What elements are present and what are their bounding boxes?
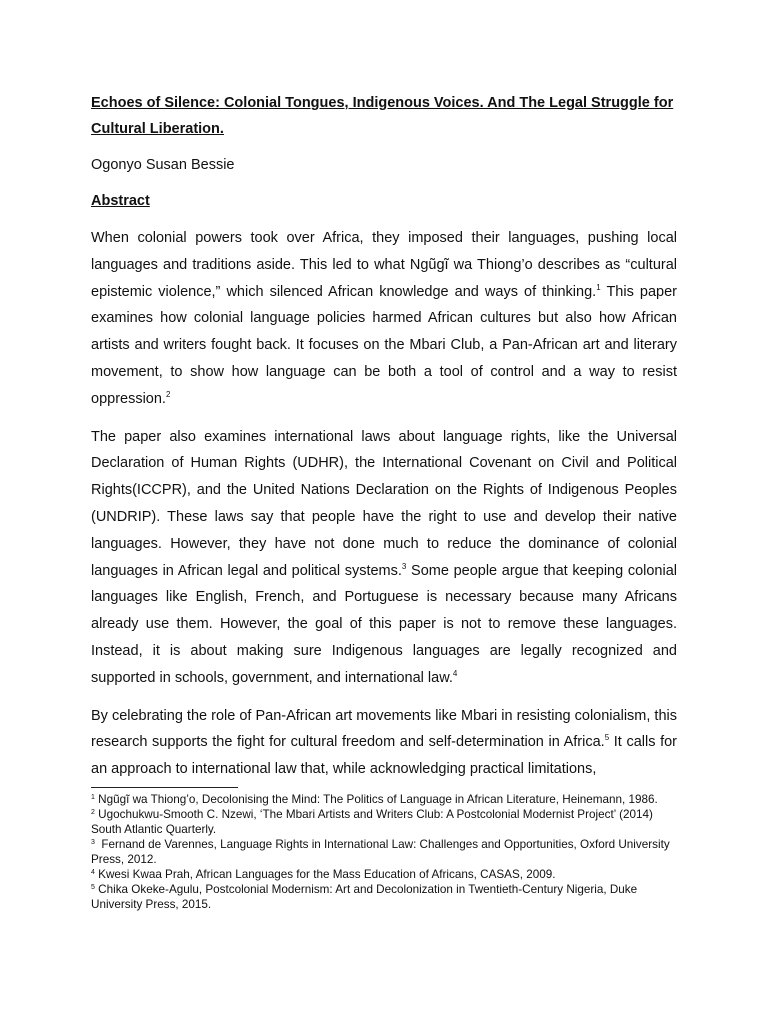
- footnote-number: 3: [91, 839, 95, 846]
- footnote-ref[interactable]: 4: [452, 668, 458, 678]
- paragraph-text: By celebrating the role of Pan-African art movements like Mbari in resisting colonialism, this research supports the fight for cultural freedom and self-determination in Africa.: [91, 707, 677, 751]
- footnote-number: 4: [91, 869, 95, 876]
- footnote-ref[interactable]: 5: [604, 733, 610, 743]
- footnote-text: Fernand de Varennes, Language Rights in International Law: Challenges and Opportunities, Oxford University Press, 2012.: [91, 838, 673, 866]
- paragraph-text: The paper also examines international laws about language rights, like the Universal Declaration of Human Rights (UDHR), the International Covenant on Civil and Political Rights(ICCPR), and the United Nations Declaration on the Rights of Indigenous Peoples (UNDRIP). These laws say that people have the right to use and develop their native languages. However, they have not done much to reduce the dominance of colonial languages in African legal and political systems.: [91, 428, 677, 579]
- footnote-text: Ugochukwu-Smooth C. Nzewi, ‘The Mbari Artists and Writers Club: A Postcolonial Modernist Project’ (2014) South Atlantic Quarterly.: [91, 808, 653, 836]
- paragraph-text: This paper examines how colonial language policies harmed African cultures but also how African artists and writers fought back. It focuses on the Mbari Club, a Pan-African art and literary movement, to show how language can be both a tool of control and a way to resist oppression.: [91, 283, 677, 407]
- author-name: Ogonyo Susan Bessie: [91, 157, 235, 173]
- footnote-4: [91, 867, 677, 882]
- footnote-text: Chika Okeke-Agulu, Postcolonial Modernism: Art and Decolonization in Twentieth-Century Nigeria, Duke University Press, 2015.: [91, 883, 638, 911]
- footnotes: [91, 792, 677, 912]
- footnote-3: [91, 837, 677, 867]
- footnote-1: [91, 792, 677, 807]
- abstract-heading: Abstract: [91, 193, 150, 209]
- paragraph-text: It calls for an approach to international law that, while acknowledging practical limitations,: [91, 734, 677, 778]
- footnote-number: 2: [91, 809, 95, 816]
- paragraph-2: [91, 424, 677, 692]
- footnote-2: [91, 807, 677, 837]
- footnote-ref[interactable]: 1: [596, 282, 601, 292]
- footnote-ref[interactable]: 2: [165, 389, 171, 399]
- paragraph-text: When colonial powers took over Africa, they imposed their languages, pushing local languages and traditions aside. This led to what Ngũgĩ wa Thiong’o describes as “cultural epistemic violence,” which silenced African knowledge and ways of thinking.: [91, 230, 677, 300]
- footnote-ref[interactable]: 3: [401, 561, 407, 571]
- paragraph-1: [91, 225, 677, 413]
- paragraph-text: Some people argue that keeping colonial languages like English, French, and Portuguese is necessary because many Africans already use them. However, the goal of this paper is not to remove these languages. Instead, it is about making sure Indigenous languages are legally recognized and supported in schools, government, and international law.: [91, 562, 677, 686]
- footnote-separator: [91, 787, 238, 788]
- footnote-5: [91, 882, 677, 912]
- document-body: [91, 90, 677, 783]
- footnote-text: Ngũgĩ wa Thiong’o, Decolonising the Mind: The Politics of Language in African Literature, Heinemann, 1986.: [94, 793, 658, 806]
- footnote-number: 5: [91, 884, 95, 891]
- footnote-number: 1: [91, 794, 95, 801]
- footnote-text: Kwesi Kwaa Prah, African Languages for the Mass Education of Africans, CASAS, 2009.: [94, 868, 556, 881]
- document-title: Echoes of Silence: Colonial Tongues, Indigenous Voices. And The Legal Struggle for Cultural Liberation.: [91, 95, 674, 137]
- paragraph-3: [91, 703, 677, 783]
